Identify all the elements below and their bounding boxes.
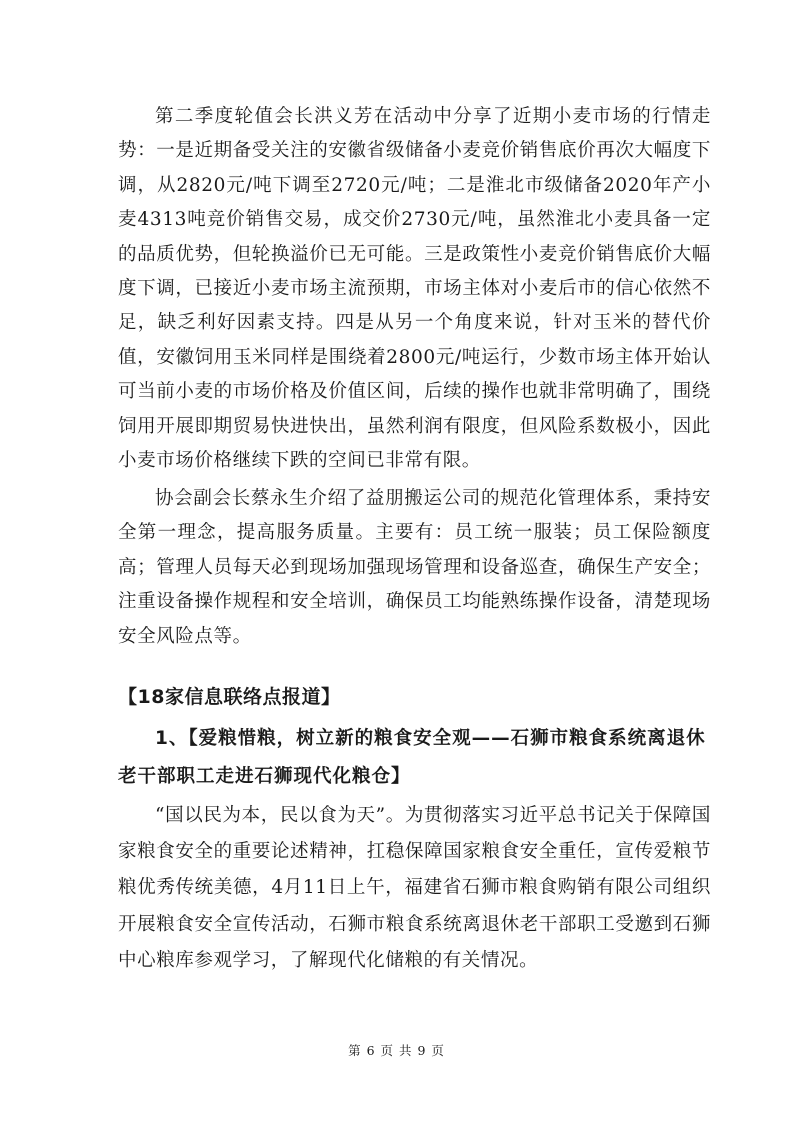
paragraph-wheat-market-trends: 第二季度轮值会长洪义芳在活动中分享了近期小麦市场的行情走势：一是近期备受关注的安徽省级储备小麦竞价销售底价再次大幅度下调，从2820元/吨下调至2720元/吨；二是淮北市级储备2020年产小麦4313吨竞价销售交易，成交价2730元/吨，虽然淮北小麦具备一定的品质优势，但轮换溢价已无可能。三是政策性小麦竞价销售底价大幅度下调，已接近小麦市场主流预期，市场主体对小麦后市的信心依然不足，缺乏利好因素支持。四是从另一个角度来说，针对玉米的替代价值，安徽饲用玉米同样是围绕着2800元/吨运行，少数市场主体开始认可当前小麦的市场价格及价值区间，后续的操作也就非常明确了，围绕饲用开展即期贸易快进快出，虽然利润有限度，但风险系数极小，因此小麦市场价格继续下跌的空间已非常有限。: [118, 106, 711, 472]
article-title: 1、【爱粮惜粮，树立新的粮食安全观——石狮市粮食系统离退休老干部职工走进石狮现代化粮仓】: [118, 728, 706, 787]
page-number-footer: 第 6 页 共 9 页: [348, 1043, 445, 1058]
paragraph-grain-security-event: “国以民为本，民以食为天”。为贯彻落实习近平总书记关于保障国家粮食安全的重要论述精神，扛稳保障国家粮食安全重任，宣传爱粮节粮优秀传统美德，4月11日上午，福建省石狮市粮食购销有限公司组织开展粮食安全宣传活动，石狮市粮食系统离退休老干部职工受邀到石狮中心粮库参观学习，了解现代化储粮的有关情况。: [118, 805, 711, 971]
paragraph-handling-company-management: 协会副会长蔡永生介绍了益朋搬运公司的规范化管理体系，秉持安全第一理念，提高服务质量。主要有：员工统一服装；员工保险额度高；管理人员每天必到现场加强现场管理和设备巡查，确保生产安全；注重设备操作规程和安全培训，确保员工均能熟练操作设备，清楚现场安全风险点等。: [118, 488, 711, 647]
section-heading: 【18家信息联络点报道】: [118, 686, 341, 708]
